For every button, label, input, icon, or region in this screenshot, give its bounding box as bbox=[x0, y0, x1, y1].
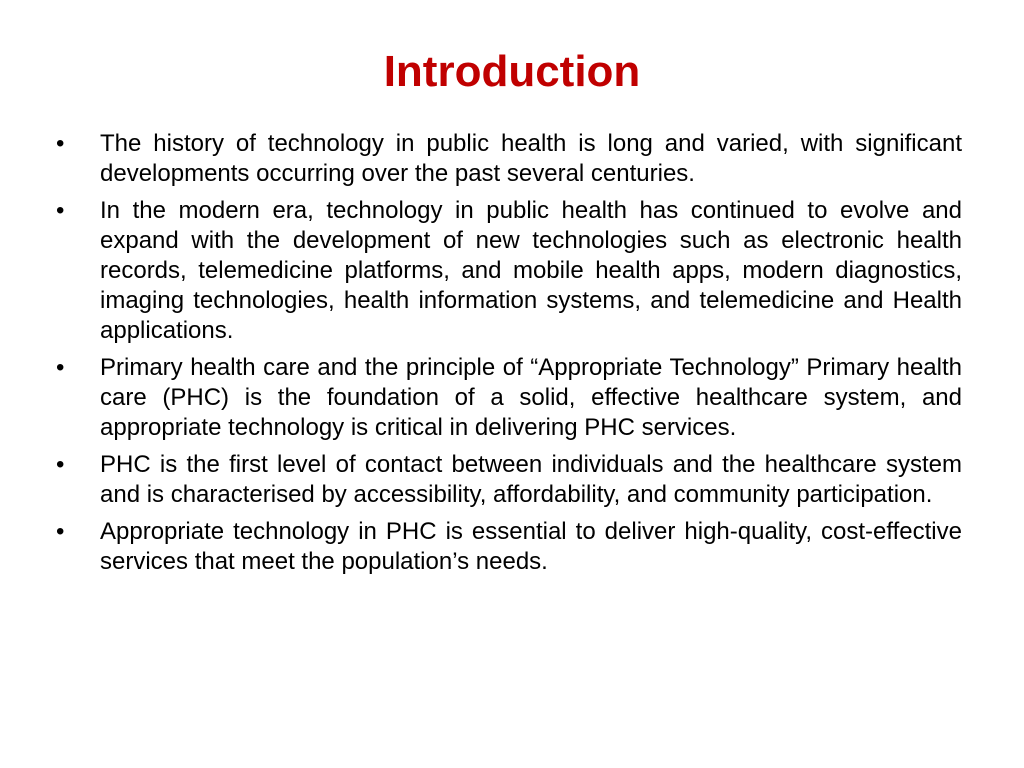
bullet-text: The history of technology in public health is long and varied, with significant developments occurring over the past several centuries. bbox=[100, 130, 962, 187]
bullet-item bbox=[56, 196, 962, 346]
bullet-item bbox=[56, 450, 962, 510]
bullet-text: PHC is the first level of contact between individuals and the healthcare system and is characterised by accessibility, affordability, and community participation. bbox=[100, 451, 962, 508]
bullet-dot-icon: • bbox=[56, 197, 65, 224]
bullet-item bbox=[56, 129, 962, 189]
bullet-item bbox=[56, 517, 962, 577]
bullet-dot-icon: • bbox=[56, 518, 65, 545]
bullet-text: Primary health care and the principle of “Appropriate Technology” Primary health care (PHC) is the foundation of a solid, effective healthcare system, and appropriate technology is critical in delivering PHC services. bbox=[100, 354, 962, 441]
bullet-dot-icon: • bbox=[56, 451, 65, 478]
bullet-item bbox=[56, 353, 962, 443]
slide-title: Introduction bbox=[383, 47, 641, 96]
bullet-text: Appropriate technology in PHC is essential to deliver high-quality, cost-effective services that meet the population’s needs. bbox=[100, 518, 962, 575]
bullet-list bbox=[56, 129, 962, 584]
bullet-dot-icon: • bbox=[56, 130, 65, 157]
bullet-text: In the modern era, technology in public health has continued to evolve and expand with the development of new technologies such as electronic health records, telemedicine platforms, and mobile health apps, modern diagnostics, imaging technologies, health information systems, and telemedicine and Health applications. bbox=[100, 197, 962, 344]
bullet-dot-icon: • bbox=[56, 354, 65, 381]
